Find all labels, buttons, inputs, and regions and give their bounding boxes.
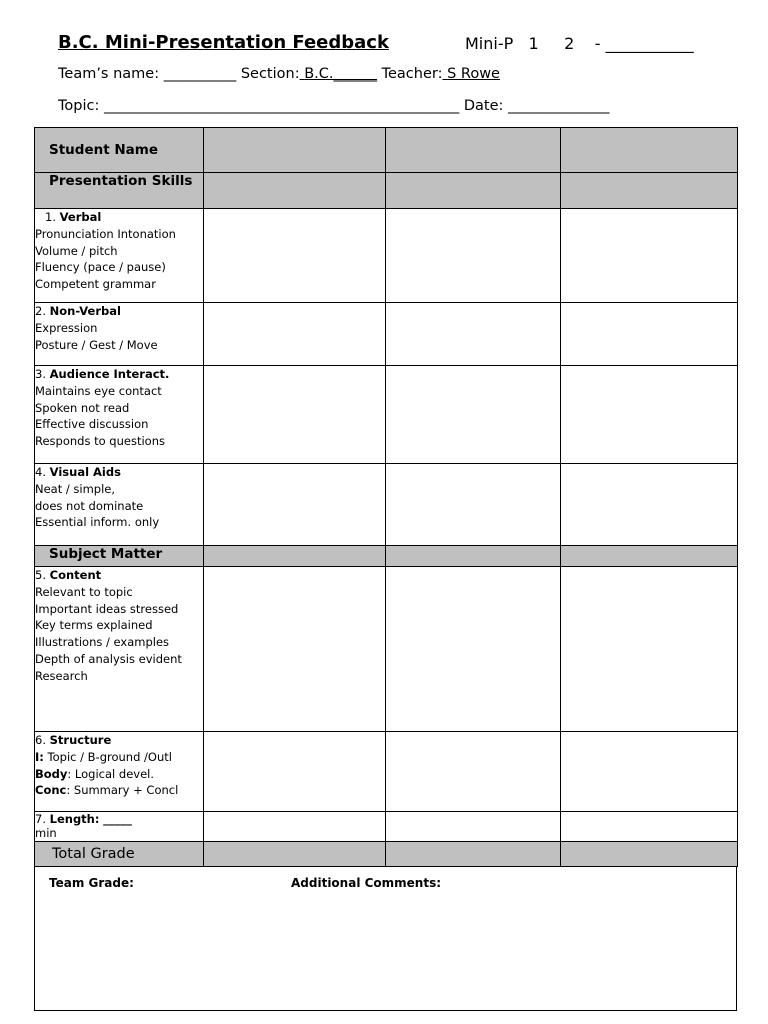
grade-cell[interactable] — [204, 812, 386, 842]
subject-matter-header: Subject Matter — [49, 546, 163, 562]
feedback-table — [34, 127, 738, 867]
grade-cell[interactable] — [561, 303, 738, 366]
verbal-title: Verbal — [59, 210, 102, 224]
teacher-value[interactable]: S Rowe — [447, 66, 500, 82]
length-row — [35, 812, 738, 842]
structure-criteria: 6. Structure I: Topic / B-ground /Outl Body: Logical devel. Conc: Summary + Concl — [35, 732, 204, 812]
mini-p-dash: - — [594, 34, 601, 53]
presentation-skills-header: Presentation Skills — [49, 173, 193, 189]
form-title: B.C. Mini-Presentation Feedback — [58, 32, 389, 53]
grade-cell[interactable] — [204, 464, 386, 546]
structure-row — [35, 732, 738, 812]
topic-date-row — [58, 98, 609, 114]
teacher-label: Teacher: — [381, 66, 443, 82]
verbal-criteria: 1. Verbal Pronunciation Intonation Volume / pitch Fluency (pace / pause) Competent grammar — [35, 209, 204, 303]
verbal-row — [35, 209, 738, 303]
total-grade-row — [35, 842, 738, 867]
additional-comments-label: Additional Comments: — [291, 876, 442, 890]
section-label: Section: — [240, 66, 300, 82]
content-criteria: 5. Content Relevant to topic Important ideas stressed Key terms explained Illustrations / examples Depth of analysis evident Research — [35, 567, 204, 732]
content-row — [35, 567, 738, 732]
student-name-header: Student Name — [49, 141, 159, 158]
grade-cell[interactable] — [561, 812, 738, 842]
mini-p-blank[interactable]: ___________ — [605, 34, 694, 53]
grade-cell[interactable] — [561, 366, 738, 464]
length-blank[interactable]: _____ — [103, 812, 132, 826]
grade-cell[interactable] — [386, 303, 561, 366]
grade-cell[interactable] — [204, 303, 386, 366]
student-name-cell[interactable] — [386, 128, 561, 173]
grade-cell[interactable] — [561, 464, 738, 546]
student-name-cell[interactable] — [204, 128, 386, 173]
date-field[interactable]: ______________ — [507, 98, 610, 114]
mini-p-label: Mini-P — [465, 34, 514, 53]
grade-cell[interactable] — [204, 366, 386, 464]
grade-cell[interactable] — [204, 732, 386, 812]
length-criteria: 7. Length: _____ min — [35, 812, 204, 842]
grade-cell[interactable] — [386, 464, 561, 546]
team-grade-label: Team Grade: — [49, 876, 134, 890]
audience-row — [35, 366, 738, 464]
grade-cell[interactable] — [386, 209, 561, 303]
student-name-cell[interactable] — [561, 128, 738, 173]
mini-p-selector — [465, 34, 694, 53]
grade-cell[interactable] — [386, 812, 561, 842]
visual-aids-criteria: 4. Visual Aids Neat / simple, does not dominate Essential inform. only — [35, 464, 204, 546]
mini-p-option-2[interactable]: 2 — [564, 34, 575, 53]
total-grade-cell[interactable] — [204, 842, 386, 867]
audience-criteria: 3. Audience Interact. Maintains eye contact Spoken not read Effective discussion Responds to questions — [35, 366, 204, 464]
grade-cell[interactable] — [386, 567, 561, 732]
grade-cell[interactable] — [561, 209, 738, 303]
date-label: Date: — [463, 98, 504, 114]
presentation-skills-row — [35, 173, 738, 209]
total-grade-cell[interactable] — [386, 842, 561, 867]
section-value[interactable]: B.C.______ — [304, 66, 377, 82]
visual-aids-row — [35, 464, 738, 546]
team-name-label: Team’s name: — [58, 66, 160, 82]
grade-cell[interactable] — [204, 209, 386, 303]
nonverbal-row — [35, 303, 738, 366]
total-grade-cell[interactable] — [561, 842, 738, 867]
footer-box[interactable] — [34, 867, 737, 1011]
total-grade-header: Total Grade — [52, 845, 135, 862]
team-section-teacher-row — [58, 66, 500, 82]
subject-matter-row — [35, 546, 738, 567]
grade-cell[interactable] — [204, 567, 386, 732]
team-name-field[interactable]: __________ — [163, 66, 237, 82]
mini-p-option-1[interactable]: 1 — [528, 34, 539, 53]
grade-cell[interactable] — [386, 366, 561, 464]
grade-cell[interactable] — [386, 732, 561, 812]
grade-cell[interactable] — [561, 567, 738, 732]
grade-cell[interactable] — [561, 732, 738, 812]
topic-field[interactable]: _________________________________________________ — [103, 98, 460, 114]
nonverbal-criteria: 2. Non-Verbal Expression Posture / Gest / Move — [35, 303, 204, 366]
topic-label: Topic: — [58, 98, 100, 114]
student-name-row — [35, 128, 738, 173]
